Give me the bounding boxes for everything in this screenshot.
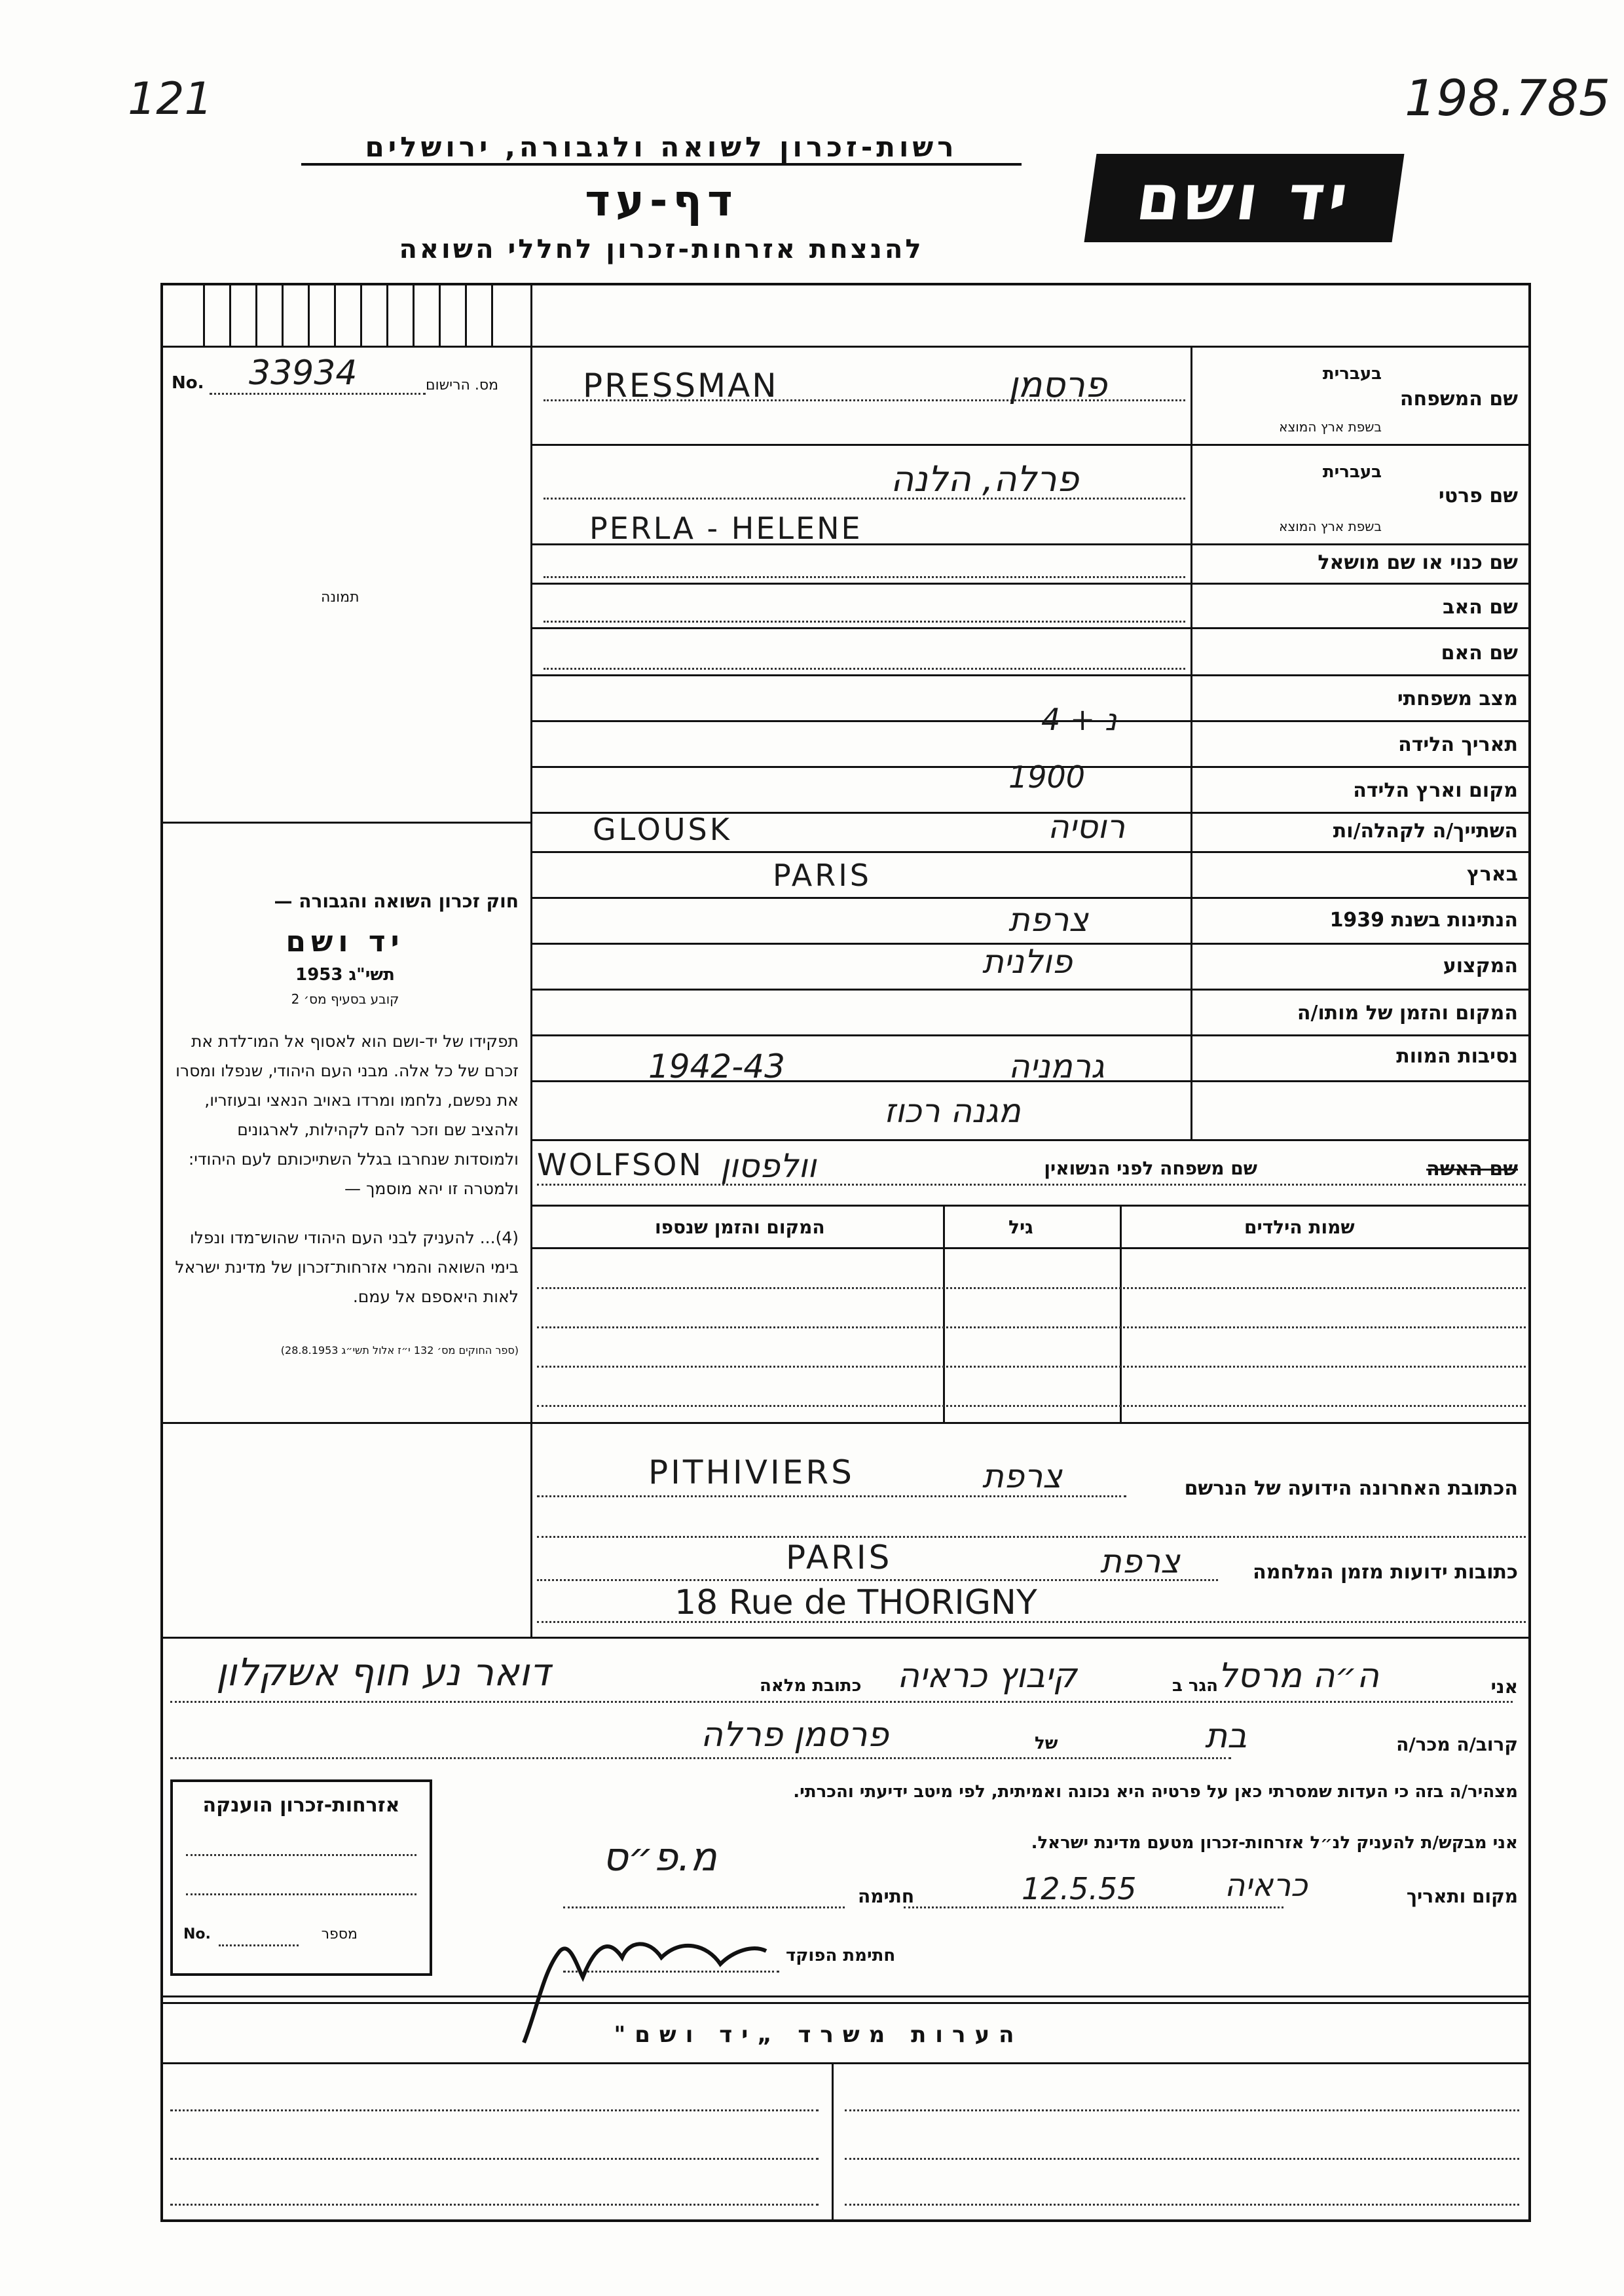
label-family-name: שם המשפחה <box>1399 388 1518 410</box>
value-death-circumstances: מגנה רכוז <box>884 1092 1021 1130</box>
value-given-name-en: PERLA - HELENE <box>589 511 862 546</box>
photo-label: תמונה <box>321 589 360 606</box>
value-maiden-name-en: WOLFSON <box>537 1147 703 1182</box>
value-maiden-name-he: וולפסון <box>720 1147 817 1185</box>
value-war-address-en1: PARIS <box>786 1539 893 1576</box>
registration-no-label: No. <box>172 373 204 393</box>
authority-title: רשות-זכרון לשואה ולגבורה, ירושלים <box>301 131 1022 166</box>
value-declarant-name: ה״ה מרסל <box>1218 1656 1379 1696</box>
form-subtitle: להנצחת אזרחות-זכרון לחללי השואה <box>399 234 924 264</box>
label-nationality-1939: הנתינות בשנת 1939 <box>1329 909 1518 932</box>
value-full-address: דואר נע חוף אשקלון <box>216 1650 551 1694</box>
value-signature: מ.פ״ס <box>602 1834 717 1880</box>
value-family-name-he: פרסמן <box>1008 364 1107 405</box>
label-maiden-name: שם משפחה לפני הנשואין <box>1044 1157 1257 1179</box>
value-last-address-en: PITHIVIERS <box>648 1453 855 1491</box>
value-birth-place-he: רוסיה <box>1048 808 1126 846</box>
citizenship-box <box>170 1779 432 1976</box>
label-marital-status: מצב משפחתי <box>1397 687 1518 710</box>
value-relation: בת <box>1205 1717 1247 1756</box>
value-place: כראיה <box>1225 1867 1308 1904</box>
label-given-name-hebrew: בעברית <box>1322 462 1382 482</box>
label-given-name: שם פרטי <box>1438 484 1518 507</box>
label-birth-date: תאריך הלידה <box>1398 733 1518 756</box>
label-signature: חתימה <box>858 1886 915 1907</box>
law-name: יד ושם <box>286 925 405 958</box>
label-of: של <box>1035 1734 1058 1753</box>
label-death-circumstances: נסיבות המוות <box>1396 1045 1518 1068</box>
label-war-address: כתובות ידועות מזמן המלחמה <box>1253 1561 1518 1584</box>
value-death-place: גרמניה <box>1008 1048 1105 1085</box>
label-country: בארץ <box>1466 863 1518 886</box>
value-nationality: פולנית <box>982 943 1073 981</box>
registration-number: 33934 <box>249 354 358 393</box>
label-officer-signature: חתימת הפוקד <box>786 1946 896 1965</box>
label-family-name-local: בשפת ארץ המוצא <box>1279 419 1382 435</box>
citizenship-box-number-label: מספר <box>321 1926 358 1942</box>
law-clause: קובע בסעיף מס׳ 2 <box>291 991 399 1007</box>
value-given-name-he: פרלה, הלנה <box>891 458 1079 500</box>
law-paragraph-1: תפקידו של יד-ושם הוא לאסוף אל המו־לדת את זכרם של כל אלה. מבני העם היהודי, שנפלו ומסרו את נפשם, נלחמו ומרדו באויב הנאצי ובעוזריו, ולהציב שם וזכר להם לקהילות, לארגונים ולמוסדות שנחרבו בגלל השתייכותם לעם היהודי: ולמטרה זו יהא מוסמך — <box>175 1032 519 1198</box>
label-wife-name: שם האשה <box>1426 1157 1518 1180</box>
label-father-name: שם האב <box>1443 596 1518 619</box>
value-country: צרפת <box>1008 901 1088 939</box>
citizenship-box-title: אזרחות-זכרון הוענקה <box>202 1794 400 1817</box>
value-last-address-he: צרפת <box>982 1457 1062 1495</box>
label-nickname: שם כנוי או שם מושאל <box>1318 551 1518 574</box>
label-profession: המקצוע <box>1443 955 1518 977</box>
label-relation: קרוב/ה מכר/ה <box>1396 1734 1518 1755</box>
logo-text: יד ושם <box>1132 161 1357 234</box>
value-war-address-he: צרפת <box>1100 1542 1180 1580</box>
label-given-name-local: בשפת ארץ המוצא <box>1279 519 1382 534</box>
label-death-place-time: המקום והזמן של מותו/ה <box>1297 1002 1518 1025</box>
law-citation: (ספר החוקים מס׳ 132 י״ז אלול תשי״ג 28.8.1953) <box>280 1344 519 1357</box>
label-resides: הגר ב <box>1172 1676 1219 1696</box>
law-paragraph-2: (4)... להעניק לבני העם היהודי שהוש־מדו ונפלו בימי השואה והמרי אזרחות־זכרון של מדינת ישראל לאות היאספם אל עמם. <box>175 1228 519 1306</box>
value-war-address-en2: 18 Rue de THORIGNY <box>674 1583 1037 1622</box>
law-year: תשי"ג 1953 <box>295 965 395 985</box>
declaration-statement: מצהיר/ה בזה כי העדות שמסרתי כאן על פרטיה היא נכונה ואמיתית, לפי מיטב ידיעתי והכרתי. <box>793 1782 1518 1802</box>
registration-label: מס. הרישום <box>426 377 499 393</box>
value-of-name: פרסמן פרלה <box>701 1715 889 1755</box>
yad-vashem-logo <box>1084 154 1405 242</box>
label-place-date: מקום ותאריך <box>1406 1886 1518 1907</box>
declaration-request: אני מבקש/ת להעניק לנ״ל אזרחות-זכרון מטעם מדינת ישראל. <box>1031 1833 1518 1853</box>
office-notes-title: הערות משרד „יד ושם" <box>614 2022 1024 2048</box>
children-header-place-time: המקום והזמן שנספו <box>655 1216 825 1238</box>
value-community: PARIS <box>773 858 872 893</box>
children-header-names: שמות הילדים <box>1244 1216 1355 1238</box>
label-i: אני <box>1490 1676 1518 1698</box>
law-text-block <box>172 890 519 1357</box>
label-family-name-hebrew: בעברית <box>1322 364 1382 384</box>
label-birth-place: מקום וארץ הלידה <box>1353 779 1518 802</box>
label-last-address: הכתובת האחרונה הידועה של הנרשם <box>1184 1477 1518 1500</box>
children-header-age: גיל <box>1008 1216 1033 1238</box>
value-birth-place-en: GLOUSK <box>593 812 732 847</box>
label-community: השתייך/ה לקהלה/ות <box>1333 820 1518 843</box>
value-date: 12.5.55 <box>1022 1871 1137 1906</box>
value-death-year: 1942-43 <box>648 1048 785 1085</box>
citizenship-box-no: No. <box>183 1926 211 1942</box>
value-resides: קיבוץ כראיה <box>897 1656 1077 1696</box>
value-birth-date: 1900 <box>1008 759 1086 795</box>
reference-number: 198.785 <box>1405 69 1611 127</box>
form-title: דף-עד <box>585 175 738 226</box>
value-marital-status: נ + 4 <box>1041 702 1117 737</box>
page-number: 121 <box>128 73 213 125</box>
label-mother-name: שם האם <box>1441 642 1518 665</box>
law-title: חוק זכרון השואה והגבורה — <box>274 890 519 912</box>
label-full-address: כתובת מלאה <box>760 1676 862 1696</box>
value-family-name-en: PRESSMAN <box>583 367 779 405</box>
